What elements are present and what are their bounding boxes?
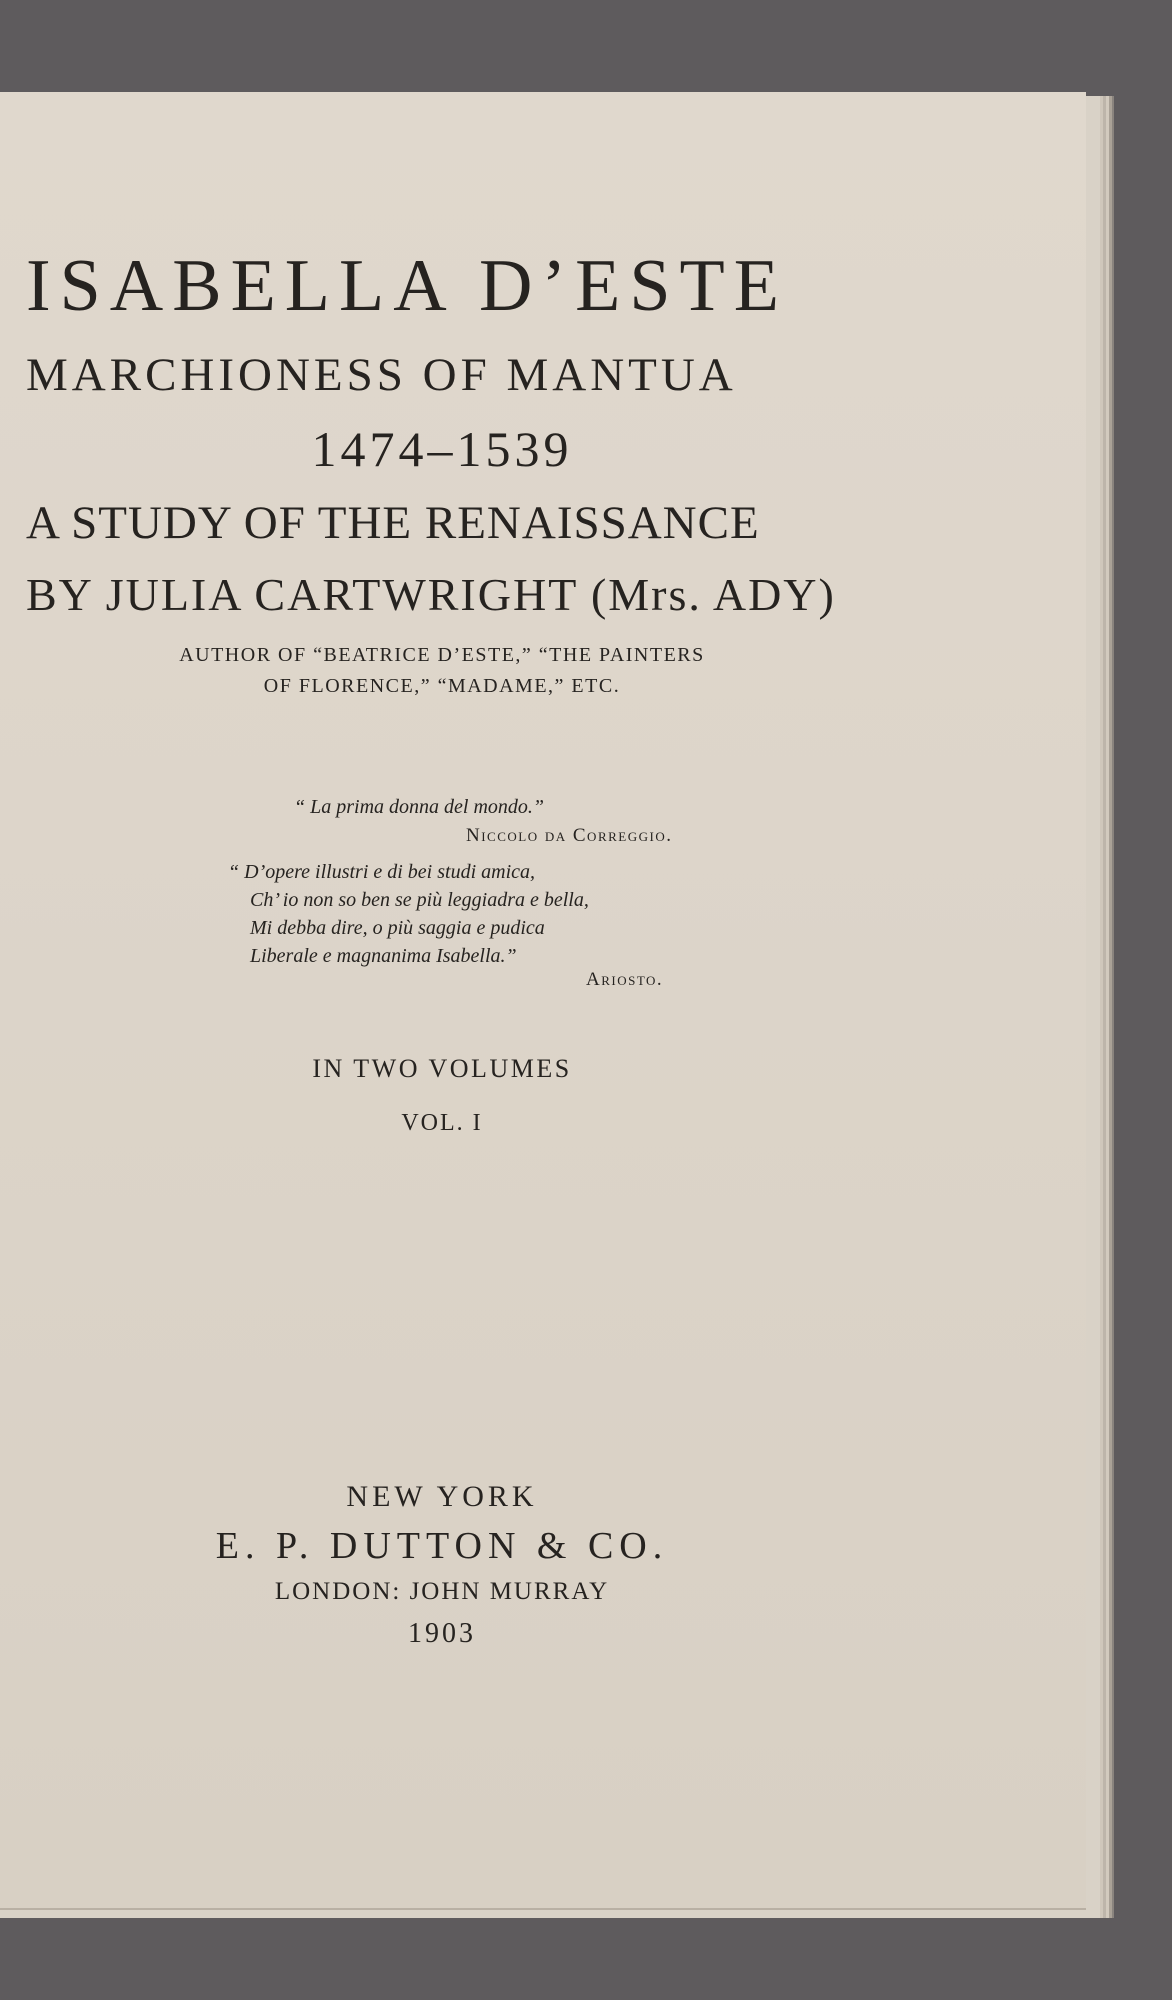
volume-number: VOL. I <box>401 1110 483 1136</box>
author-other-works-line-1: AUTHOR OF “BEATRICE D’ESTE,” “THE PAINTERS <box>179 644 705 666</box>
author-byline: BY JULIA CARTWRIGHT (Mrs. ADY) <box>26 569 836 620</box>
publisher-city: NEW YORK <box>346 1480 538 1513</box>
title-page <box>0 92 1086 1910</box>
epigraph-attribution-2: Ariosto. <box>586 969 664 990</box>
epigraph-quote-2-line: Mi debba dire, o più saggia e pudica <box>250 917 545 939</box>
epigraph-quote-1: “ La prima donna del mondo.” <box>294 796 545 818</box>
book-subtitle: MARCHIONESS OF MANTUA <box>26 349 737 401</box>
london-publisher: LONDON: JOHN MURRAY <box>274 1578 610 1605</box>
study-line: A STUDY OF THE RENAISSANCE <box>26 497 760 549</box>
author-other-works <box>0 640 884 702</box>
epigraph-attribution-1: Niccolo da Correggio. <box>466 825 673 846</box>
epigraph-quote-2-line: Liberale e magnanima Isabella.” <box>250 945 517 967</box>
epigraph-quote-2 <box>228 858 589 970</box>
volumes-note: IN TWO VOLUMES <box>312 1054 572 1083</box>
epigraph-quote-2-line: “ D’opere illustri e di bei studi amica, <box>228 861 536 883</box>
epigraph-quote-2-line: Ch’ io non so ben se più leggiadra e bella, <box>250 889 589 911</box>
author-other-works-line-2: OF FLORENCE,” “MADAME,” ETC. <box>263 675 621 697</box>
book-title: ISABELLA D’ESTE <box>26 245 788 327</box>
publication-year: 1903 <box>408 1618 476 1649</box>
publisher-name: E. P. DUTTON & CO. <box>215 1525 669 1567</box>
life-dates: 1474–1539 <box>311 421 573 477</box>
